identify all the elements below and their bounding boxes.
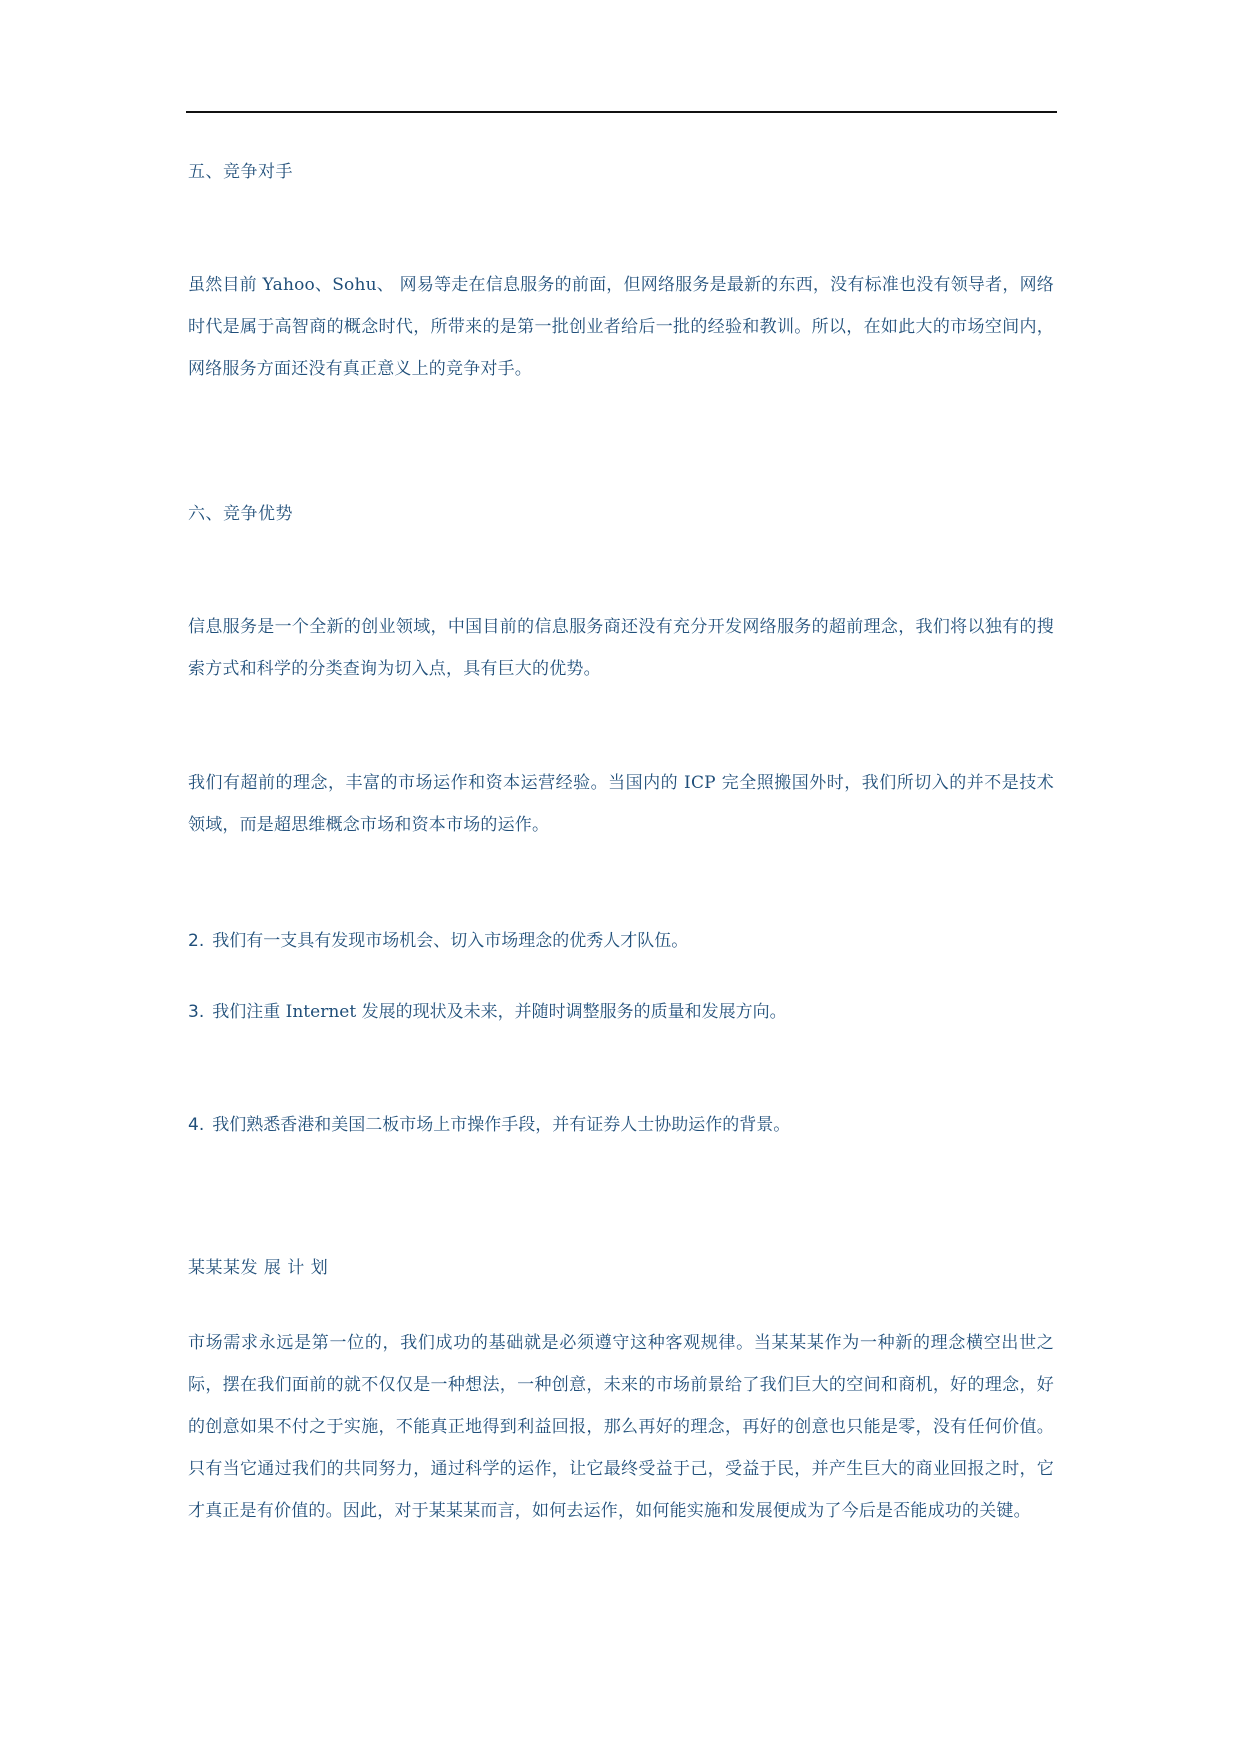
list-number: 3. bbox=[188, 1002, 205, 1022]
paragraph-competitors: 虽然目前 Yahoo、Sohu、 网易等走在信息服务的前面，但网络服务是最新的东西，没有标准也没有领导者，网络时代是属于高智商的概念时代，所带来的是第一批创业者给后一批的经验和教训。所以，在如此大的市场空间内，网络服务方面还没有真正意义上的竞争对手。 bbox=[188, 275, 1054, 379]
list-number: 4. bbox=[188, 1115, 205, 1135]
paragraph-advantages-intro: 信息服务是一个全新的创业领域，中国目前的信息服务商还没有充分开发网络服务的超前理念，我们将以独有的搜索方式和科学的分类查询为切入点，具有巨大的优势。 bbox=[188, 617, 1054, 679]
list-item-advantage-4 bbox=[188, 1113, 1054, 1137]
list-item-advantage-2 bbox=[188, 929, 1054, 953]
list-number: 2. bbox=[188, 931, 205, 951]
list-item-text: 我们注重 Internet 发展的现状及未来，并随时调整服务的质量和发展方向。 bbox=[212, 1002, 787, 1022]
heading-advantages: 六、竞争优势 bbox=[188, 504, 293, 524]
heading-development-plan: 某某某发 展 计 划 bbox=[188, 1258, 329, 1278]
heading-competitors: 五、竞争对手 bbox=[188, 162, 293, 182]
paragraph-advantage-1: 我们有超前的理念，丰富的市场运作和资本运营经验。当国内的 ICP 完全照搬国外时，我们所切入的并不是技术领域，而是超思维概念市场和资本市场的运作。 bbox=[188, 773, 1054, 835]
paragraph-development-plan: 市场需求永远是第一位的，我们成功的基础就是必须遵守这种客观规律。当某某某作为一种新的理念横空出世之际，摆在我们面前的就不仅仅是一种想法，一种创意，未来的市场前景给了我们巨大的空间和商机，好的理念，好的创意如果不付之于实施，不能真正地得到利益回报，那么再好的理念，再好的创意也只能是零，没有任何价值。只有当它通过我们的共同努力，通过科学的运作，让它最终受益于己，受益于民，并产生巨大的商业回报之时，它才真正是有价值的。因此，对于某某某而言，如何去运作，如何能实施和发展便成为了今后是否能成功的关键。 bbox=[188, 1333, 1054, 1521]
list-item-advantage-3 bbox=[188, 1000, 1054, 1024]
header-rule bbox=[186, 111, 1057, 113]
list-item-text: 我们熟悉香港和美国二板市场上市操作手段，并有证券人士协助运作的背景。 bbox=[212, 1115, 791, 1135]
list-item-text: 我们有一支具有发现市场机会、切入市场理念的优秀人才队伍。 bbox=[212, 931, 689, 951]
